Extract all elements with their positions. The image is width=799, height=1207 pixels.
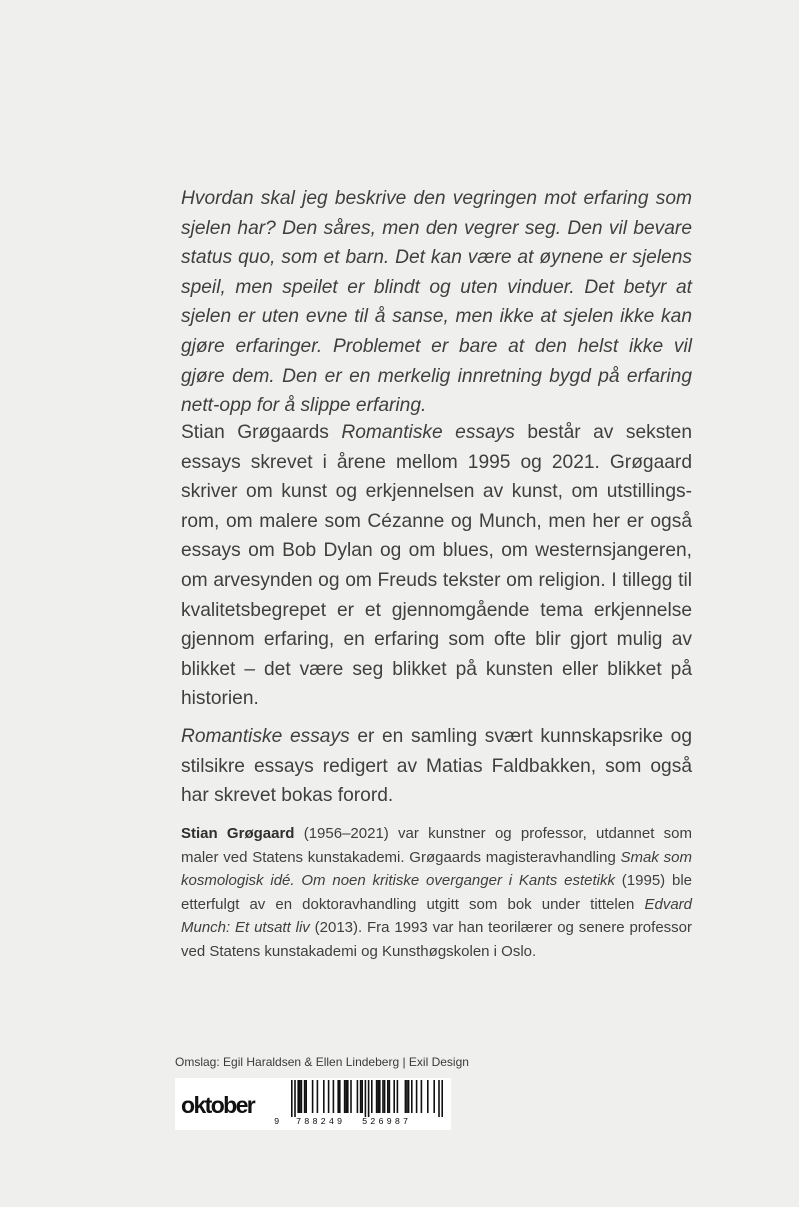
author-name: Stian Grøgaards: [181, 422, 329, 443]
barcode-bar: [382, 1080, 384, 1113]
barcode-bar: [371, 1080, 373, 1113]
barcode-bar: [433, 1080, 435, 1113]
description-text: er en samling svært kunnskapsrike og stilsikre essays redigert av Matias Faldbakken, som også har skrevet bokas forord.: [181, 725, 692, 807]
barcode-guard-bar: [438, 1080, 440, 1117]
barcode-bar: [360, 1080, 362, 1113]
barcode-bar: [328, 1080, 330, 1113]
isbn-right-group: 526987: [362, 1117, 412, 1127]
book-description: [181, 418, 692, 819]
barcode-bar: [405, 1080, 407, 1113]
barcode-bar: [317, 1080, 319, 1113]
barcode-bar: [411, 1080, 413, 1113]
description-paragraph-2: [181, 722, 692, 811]
back-cover-quote: Hvordan skal jeg beskrive den vegringen mot erfaring som sjelen har? Den såres, men den vegrer seg. Den vil bevare status quo, som et barn. Det kan være at øynene er sjelens speil, men speilet er blindt og uten vinduer. Det betyr at sjelen er uten evne til å sanse, men ikke at sjelen ikke kan gjøre erfaringer. Problemet er bare at den helst ikke vil gjøre dem. Den er en merkelig innretning bygd på erfaring nett-opp for å slippe erfaring.: [181, 188, 692, 417]
author-bio: [181, 822, 692, 964]
bio-text: (2013). Fra 1993 var han teorilærer og senere professor ved Statens kunstakademi og Kunsthøgskolen i Oslo.: [181, 919, 692, 960]
barcode-bar: [408, 1080, 410, 1113]
barcode-bar: [384, 1080, 386, 1113]
barcode-bar: [297, 1080, 299, 1113]
barcode-guard-bar: [365, 1080, 367, 1117]
barcode-bar: [389, 1080, 391, 1113]
barcode-bar: [406, 1080, 408, 1113]
barcode-bar: [344, 1080, 346, 1113]
barcode-bar: [379, 1080, 381, 1113]
barcode-guard-bar: [441, 1080, 443, 1117]
description-text: består av seksten essays skrevet i årene mellom 1995 og 2021. Grøgaard skriver om kunst og erkjennelsen av kunst, om utstillings-rom, om malere som Cézanne og Munch, men her er også essays om Bob Dylan og om blues, om westernsjangeren, om arvesynden og om Freuds tekster om religion. I tillegg til kvalitetsbegrepet er et gjennomgående tema erkjennelse gjennom erfaring, en erfaring som ofte blir gjort mulig av blikket – det være seg blikket på kunsten eller blikket på historien.: [181, 422, 692, 710]
isbn-barcode: [274, 1080, 446, 1128]
bio-work-title: Smak som kosmologisk idé. Om noen kritiske overganger i Kants estetikk: [181, 848, 692, 890]
barcode-bar: [361, 1080, 363, 1113]
barcode-guard-bar: [291, 1080, 293, 1117]
publisher-logo: oktober: [181, 1092, 255, 1118]
barcode-bar: [350, 1080, 352, 1113]
barcode-bar: [377, 1080, 379, 1113]
barcode-bar: [421, 1080, 423, 1113]
barcode-bar: [387, 1080, 389, 1113]
barcode-bar: [304, 1080, 306, 1113]
isbn-number: [274, 1117, 446, 1128]
isbn-first-digit: 9: [274, 1117, 280, 1127]
barcode-guard-bar: [368, 1080, 370, 1117]
barcode-bar: [357, 1080, 359, 1113]
bio-author-name: Stian Grøgaard: [181, 825, 295, 842]
cover-design-credit: Omslag: Egil Haraldsen & Ellen Lindeberg | Exil Design: [175, 1055, 469, 1069]
barcode-bar: [323, 1080, 325, 1113]
barcode-bars: [274, 1080, 446, 1117]
barcode-bar: [427, 1080, 429, 1113]
bio-text: (1995) ble etterfulgt av en doktoravhandling utgitt som bok under tittelen: [181, 872, 692, 913]
barcode-bar: [301, 1080, 303, 1113]
book-title: Romantiske essays: [341, 422, 515, 443]
barcode-bar: [337, 1080, 339, 1113]
description-paragraph-1: [181, 418, 692, 714]
barcode-guard-bar: [294, 1080, 296, 1117]
barcode-bar: [333, 1080, 335, 1113]
bio-text: (1956–2021) var kunstner og professor, utdannet som maler ved Statens kunstakademi. Grøgaards magisteravhandling: [181, 825, 692, 866]
barcode-bar: [305, 1080, 307, 1113]
barcode-bar: [312, 1080, 314, 1113]
barcode-bar: [416, 1080, 418, 1113]
book-title: Romantiske essays: [181, 725, 350, 747]
isbn-left-group: 788249: [296, 1117, 346, 1127]
barcode-bar: [376, 1080, 378, 1113]
barcode-bar: [299, 1080, 301, 1113]
barcode-bar: [339, 1080, 341, 1113]
barcode-bar: [347, 1080, 349, 1113]
cover-footer: [175, 1078, 451, 1130]
barcode-bar: [393, 1080, 395, 1113]
barcode-bar: [397, 1080, 399, 1113]
bio-work-title: Edvard Munch: Et utsatt liv: [181, 895, 692, 937]
barcode-bar: [345, 1080, 347, 1113]
